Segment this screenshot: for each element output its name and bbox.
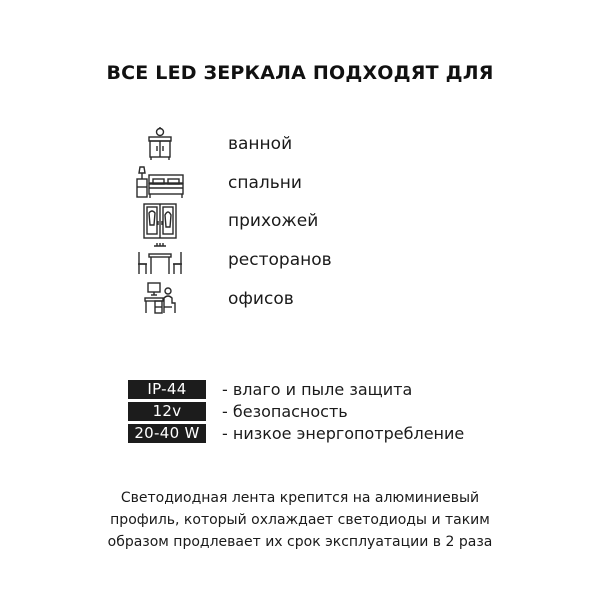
room-item-bathroom	[0, 126, 600, 162]
spec-badge: 12v	[128, 402, 206, 421]
room-item-bedroom	[0, 165, 600, 201]
spec-row-power	[0, 424, 600, 444]
room-label: ресторанов	[228, 250, 332, 270]
spec-badge: IP-44	[128, 380, 206, 399]
footer-line: профиль, который охлаждает светодиоды и таким	[110, 512, 490, 528]
room-item-hallway	[0, 203, 600, 239]
spec-description: - влаго и пыле защита	[222, 380, 413, 399]
footer-line: образом продлевает их срок эксплуатации в 2 раза	[107, 534, 493, 550]
room-label: спальни	[228, 173, 302, 193]
spec-description: - безопасность	[222, 402, 348, 421]
office-desk-icon	[135, 281, 185, 317]
spec-badge: 20-40 W	[128, 424, 206, 443]
spec-row-voltage	[0, 402, 600, 422]
bedroom-bed-icon	[135, 165, 185, 201]
footer-line: Светодиодная лента крепится на алюминиевый	[120, 490, 480, 506]
restaurant-table-icon	[135, 242, 185, 278]
spec-row-ip44	[0, 380, 600, 400]
room-label: ванной	[228, 134, 293, 154]
room-label: офисов	[228, 289, 294, 309]
spec-description: - низкое энергопотребление	[222, 424, 465, 443]
room-item-restaurant	[0, 242, 600, 278]
footer-paragraph	[0, 487, 600, 553]
room-label: прихожей	[228, 211, 319, 231]
wardrobe-icon	[135, 203, 185, 239]
page-title: ВСЕ LED ЗЕРКАЛА ПОДХОДЯТ ДЛЯ	[106, 62, 494, 84]
room-item-office	[0, 281, 600, 317]
bathroom-vanity-icon	[135, 126, 185, 162]
